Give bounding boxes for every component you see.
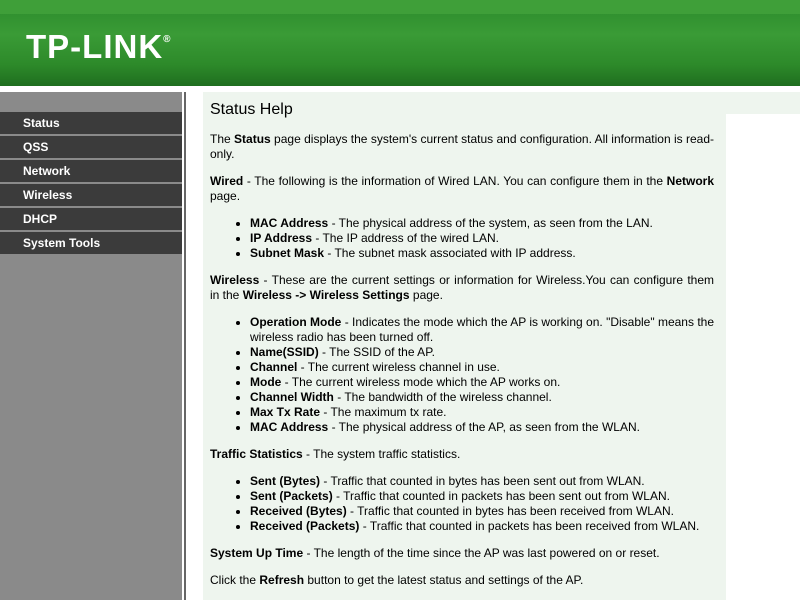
list-term: MAC Address bbox=[250, 216, 329, 230]
uptime-text: - The length of the time since the AP was last powered on or reset. bbox=[303, 546, 660, 560]
list-desc: - The current wireless mode which the AP works on. bbox=[281, 375, 561, 389]
uptime-heading: System Up Time bbox=[210, 546, 304, 560]
wired-link: Network bbox=[666, 174, 714, 188]
list-term: Subnet Mask bbox=[250, 246, 325, 260]
list-desc: - Indicates the mode which the AP is working on. "Disable" means the wireless radio has been turned off. bbox=[250, 315, 714, 344]
list-term: Received (Bytes) bbox=[250, 504, 347, 518]
list-item bbox=[250, 246, 714, 261]
wireless-suffix: page. bbox=[409, 288, 443, 302]
tplink-logo bbox=[26, 28, 172, 66]
header-banner bbox=[0, 0, 800, 86]
logo-text: TP-LINK bbox=[26, 28, 164, 65]
traffic-heading: Traffic Statistics bbox=[210, 447, 303, 461]
uptime-paragraph bbox=[210, 546, 714, 561]
sidebar-divider bbox=[182, 92, 188, 600]
traffic-paragraph bbox=[210, 447, 714, 462]
sidebar-item-status[interactable]: Status bbox=[0, 112, 182, 134]
list-desc: - The SSID of the AP. bbox=[318, 345, 435, 359]
list-term: Channel bbox=[250, 360, 298, 374]
refresh-pre: Click the bbox=[210, 573, 260, 587]
list-term: Sent (Packets) bbox=[250, 489, 333, 503]
sidebar-item-dhcp[interactable]: DHCP bbox=[0, 208, 182, 230]
list-item bbox=[250, 315, 714, 345]
intro-post: page displays the system's current status and configuration. All information is read-only. bbox=[210, 132, 714, 161]
list-desc: - Traffic that counted in bytes has been sent out from WLAN. bbox=[320, 474, 645, 488]
list-term: Received (Packets) bbox=[250, 519, 360, 533]
list-term: Operation Mode bbox=[250, 315, 342, 329]
list-term: Channel Width bbox=[250, 390, 334, 404]
list-item bbox=[250, 231, 714, 246]
list-item bbox=[250, 390, 714, 405]
list-desc: - The physical address of the AP, as seen from the WLAN. bbox=[328, 420, 640, 434]
intro-pre: The bbox=[210, 132, 235, 146]
sidebar-item-wireless[interactable]: Wireless bbox=[0, 184, 182, 206]
list-desc: - The current wireless channel in use. bbox=[297, 360, 500, 374]
sidebar-item-network[interactable]: Network bbox=[0, 160, 182, 182]
header-top-strip bbox=[0, 0, 800, 14]
help-content bbox=[210, 102, 714, 600]
sidebar-item-system-tools[interactable]: System Tools bbox=[0, 232, 182, 254]
help-panel bbox=[203, 92, 726, 600]
wireless-link: Wireless -> Wireless Settings bbox=[242, 288, 410, 302]
list-item bbox=[250, 489, 714, 504]
list-item bbox=[250, 420, 714, 435]
list-term: MAC Address bbox=[250, 420, 329, 434]
page-title: Status Help bbox=[210, 101, 293, 118]
list-item bbox=[250, 216, 714, 231]
list-desc: - Traffic that counted in bytes has been received from WLAN. bbox=[346, 504, 674, 518]
list-desc: - The subnet mask associated with IP address. bbox=[324, 246, 576, 260]
registered-mark: ® bbox=[163, 34, 172, 45]
list-desc: - The maximum tx rate. bbox=[320, 405, 447, 419]
intro-paragraph bbox=[210, 132, 714, 162]
list-desc: - The bandwidth of the wireless channel. bbox=[333, 390, 552, 404]
wired-suffix: page. bbox=[210, 189, 241, 203]
list-item bbox=[250, 405, 714, 420]
refresh-post: button to get the latest status and settings of the AP. bbox=[304, 573, 584, 587]
traffic-text: - The system traffic statistics. bbox=[302, 447, 461, 461]
list-term: Mode bbox=[250, 375, 282, 389]
sidebar-menu bbox=[0, 112, 182, 256]
list-term: IP Address bbox=[250, 231, 313, 245]
wired-heading: Wired bbox=[210, 174, 244, 188]
list-desc: - Traffic that counted in packets has been sent out from WLAN. bbox=[332, 489, 670, 503]
list-item bbox=[250, 504, 714, 519]
wireless-text: - These are the current settings or information for Wireless.You can configure them in the bbox=[210, 273, 714, 302]
list-desc: - The physical address of the system, as seen from the LAN. bbox=[328, 216, 653, 230]
wired-paragraph bbox=[210, 174, 714, 204]
right-panel bbox=[726, 92, 800, 114]
wireless-paragraph bbox=[210, 273, 714, 303]
refresh-bold: Refresh bbox=[259, 573, 305, 587]
refresh-paragraph bbox=[210, 573, 714, 588]
list-item bbox=[250, 345, 714, 360]
list-item bbox=[250, 360, 714, 375]
list-desc: - Traffic that counted in packets has been received from WLAN. bbox=[359, 519, 700, 533]
intro-bold: Status bbox=[234, 132, 271, 146]
wired-text: - The following is the information of Wired LAN. You can configure them in the bbox=[243, 174, 667, 188]
list-term: Sent (Bytes) bbox=[250, 474, 321, 488]
sidebar-item-qss[interactable]: QSS bbox=[0, 136, 182, 158]
list-desc: - The IP address of the wired LAN. bbox=[312, 231, 500, 245]
list-term: Name(SSID) bbox=[250, 345, 319, 359]
list-item bbox=[250, 375, 714, 390]
traffic-list bbox=[210, 474, 714, 534]
list-item bbox=[250, 519, 714, 534]
wireless-heading: Wireless bbox=[210, 273, 260, 287]
wired-list bbox=[210, 216, 714, 261]
list-term: Max Tx Rate bbox=[250, 405, 321, 419]
wireless-list bbox=[210, 315, 714, 435]
list-item bbox=[250, 474, 714, 489]
